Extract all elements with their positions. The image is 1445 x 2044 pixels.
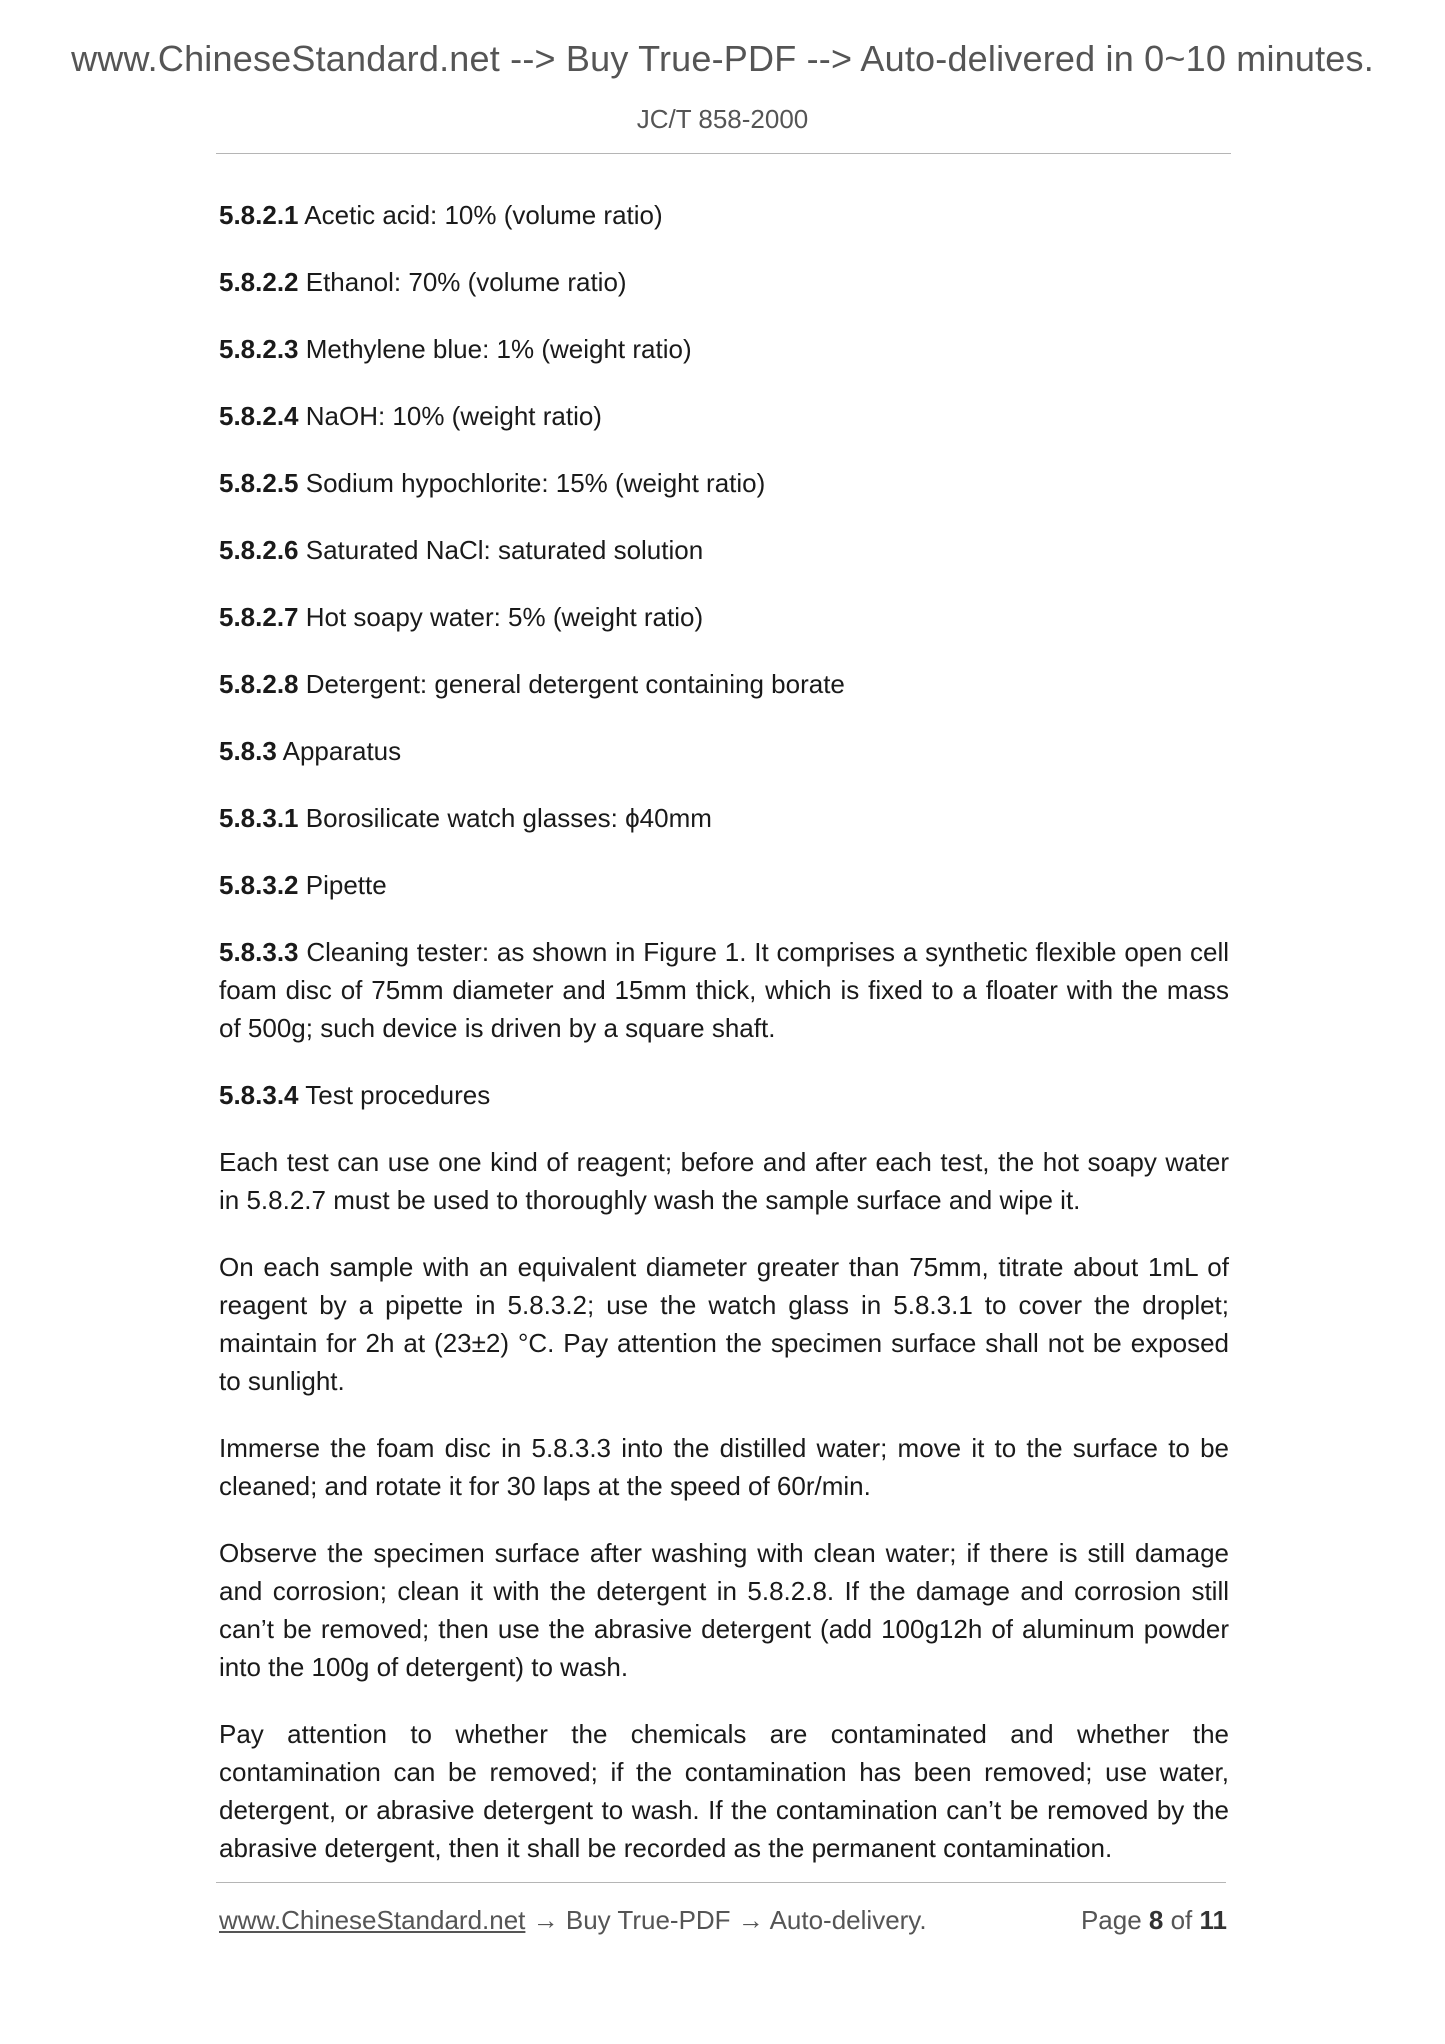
clause-text: Test procedures	[298, 1080, 491, 1110]
clause-text: Detergent: general detergent containing borate	[298, 669, 845, 699]
procedure-paragraph: On each sample with an equivalent diameter greater than 75mm, titrate about 1mL of reagent by a pipette in 5.8.3.2; use the watch glass in 5.8.3.1 to cover the droplet; maintain for 2h at (23±2) °C. Pay attention the specimen surface shall not be exposed to sunlight.	[219, 1252, 1229, 1396]
page-total: 11	[1199, 1905, 1227, 1935]
clause-number: 5.8.3.3	[219, 937, 299, 967]
clause-number: 5.8.3.2	[219, 870, 299, 900]
clause-text: Sodium hypochlorite: 15% (weight ratio)	[298, 468, 766, 498]
clause-text: Borosilicate watch glasses: ϕ40mm	[298, 803, 712, 833]
clause-text: Apparatus	[276, 736, 402, 766]
clause-5-8-3-3	[219, 933, 1229, 1047]
clause-5-8-3-4	[219, 1076, 1229, 1114]
clause-text: Hot soapy water: 5% (weight ratio)	[298, 602, 704, 632]
clause-number: 5.8.2.4	[219, 401, 299, 431]
clause-number: 5.8.2.7	[219, 602, 299, 632]
document-code: JC/T 858-2000	[636, 104, 809, 134]
clause-number: 5.8.2.1	[219, 200, 299, 230]
page-indicator	[1081, 1905, 1227, 1936]
clause-number: 5.8.2.8	[219, 669, 299, 699]
clause-text: NaOH: 10% (weight ratio)	[298, 401, 602, 431]
clause-text: Ethanol: 70% (volume ratio)	[298, 267, 627, 297]
page-footer	[219, 1905, 1227, 1936]
clause-5-8-2-1	[219, 196, 1229, 234]
clause-number: 5.8.2.3	[219, 334, 299, 364]
procedure-paragraph: Pay attention to whether the chemicals are contaminated and whether the contamination can be removed; if the contamination has been removed; use water, detergent, or abrasive detergent to wash. If the contamination can’t be removed by the abrasive detergent, then it shall be recorded as the permanent contamination.	[219, 1719, 1229, 1863]
clause-5-8-2-6	[219, 531, 1229, 569]
page-of-label: of	[1163, 1905, 1200, 1935]
clause-number: 5.8.3.4	[219, 1080, 299, 1110]
footer-tagline: → Buy True-PDF → Auto-delivery.	[525, 1905, 927, 1935]
clause-number: 5.8.3.1	[219, 803, 299, 833]
clause-text: Cleaning tester: as shown in Figure 1. It comprises a synthetic flexible open cell foam disc of 75mm diameter and 15mm thick, which is fixed to a floater with the mass of 500g; such device is driven by a square shaft.	[219, 937, 1229, 1043]
clause-text: Pipette	[298, 870, 387, 900]
clause-number: 5.8.2.6	[219, 535, 299, 565]
page-content	[219, 196, 1229, 1896]
footer-link[interactable]: www.ChineseStandard.net	[219, 1905, 526, 1935]
clause-5-8-2-4	[219, 397, 1229, 435]
clause-5-8-2-3	[219, 330, 1229, 368]
footer-divider	[216, 1882, 1226, 1883]
clause-5-8-2-8	[219, 665, 1229, 703]
page-current: 8	[1148, 1905, 1164, 1935]
clause-number: 5.8.2.5	[219, 468, 299, 498]
clause-5-8-3-1	[219, 799, 1229, 837]
clause-number: 5.8.2.2	[219, 267, 299, 297]
procedure-paragraph: Observe the specimen surface after washing with clean water; if there is still damage and corrosion; clean it with the detergent in 5.8.2.8. If the damage and corrosion still can’t be removed; then use the abrasive detergent (add 100g12h of aluminum powder into the 100g of detergent) to wash.	[219, 1538, 1229, 1682]
procedure-paragraph: Each test can use one kind of reagent; before and after each test, the hot soapy water in 5.8.2.7 must be used to thoroughly wash the sample surface and wipe it.	[219, 1147, 1229, 1215]
clause-text: Methylene blue: 1% (weight ratio)	[298, 334, 692, 364]
clause-5-8-2-7	[219, 598, 1229, 636]
section-5-8-3	[219, 732, 1229, 770]
clause-number: 5.8.3	[219, 736, 277, 766]
procedure-paragraph: Immerse the foam disc in 5.8.3.3 into the distilled water; move it to the surface to be cleaned; and rotate it for 30 laps at the speed of 60r/min.	[219, 1433, 1229, 1501]
header-divider	[216, 153, 1231, 154]
top-banner: www.ChineseStandard.net --> Buy True-PDF --> Auto-delivered in 0~10 minutes.	[71, 38, 1374, 79]
clause-text: Acetic acid: 10% (volume ratio)	[298, 200, 663, 230]
clause-5-8-2-5	[219, 464, 1229, 502]
clause-5-8-3-2	[219, 866, 1229, 904]
clause-text: Saturated NaCl: saturated solution	[298, 535, 704, 565]
page-label: Page	[1080, 1905, 1149, 1935]
clause-5-8-2-2	[219, 263, 1229, 301]
